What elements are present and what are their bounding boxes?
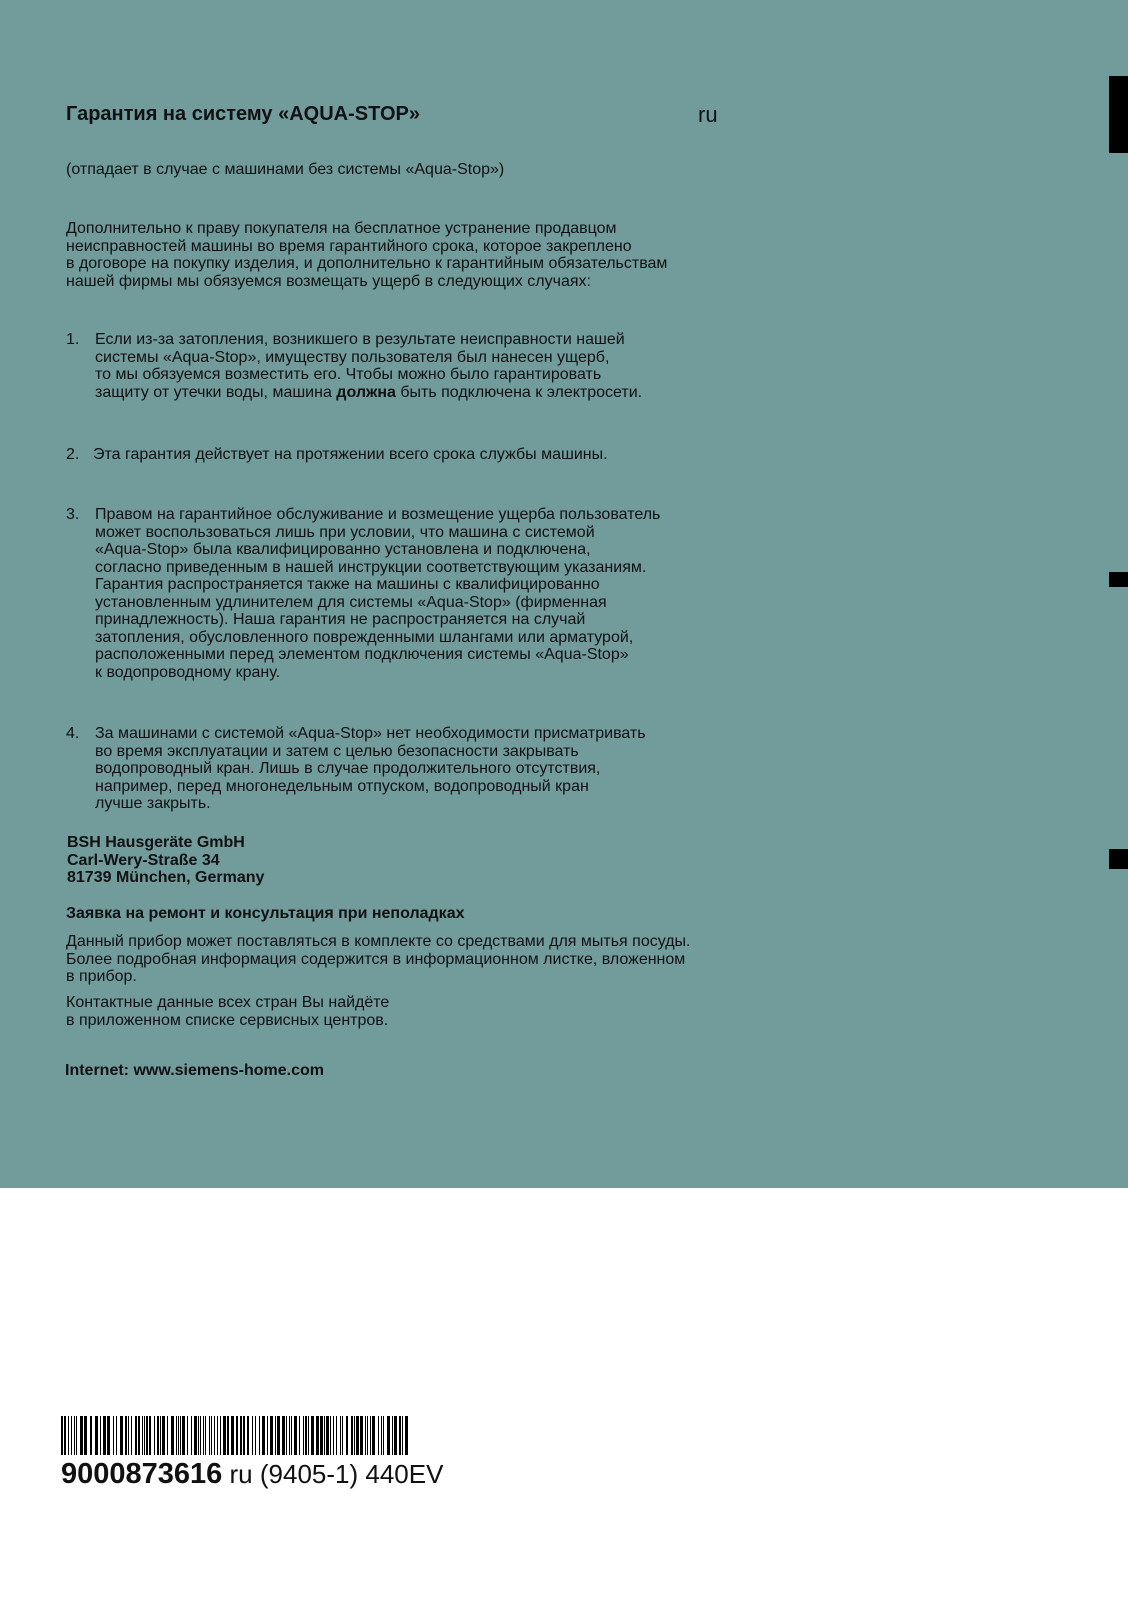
company-city: 81739 München, Germany <box>67 869 265 886</box>
item-number: 4. <box>66 725 80 742</box>
intro-paragraph: Дополнительно к праву покупателя на бесплатное устранение продавцом неисправностей машины во время гарантийного срока, которое закреплено в договоре на покупку изделия, и дополнительно к гарантийным обязательствам нашей фирмы мы обязуемся возмещать ущерб в следующих случаях: <box>66 220 668 290</box>
internet-link[interactable]: Internet: www.siemens-home.com <box>65 1062 325 1079</box>
item-text: Если из-за затопления, возникшего в результате неисправности нашей системы «Aqua-Stop», имуществу пользователя был нанесен ущерб, то мы обязуемся возместить его. Чтобы можно было гарантировать защиту от утечки воды, машина должна быть подключена к электросети. <box>95 331 643 401</box>
service-paragraph-2: Контактные данные всех стран Вы найдёте в приложенном списке сервисных центров. <box>66 994 390 1029</box>
company-address <box>67 834 264 887</box>
item-number: 1. <box>66 331 80 348</box>
warranty-item-2 <box>66 446 806 464</box>
item-number: 2. <box>66 446 80 463</box>
document-code <box>61 1458 443 1491</box>
warranty-item-3 <box>66 506 806 681</box>
document-code-number: 9000873616 <box>61 1458 223 1490</box>
service-heading: Заявка на ремонт и консультация при неполадках <box>66 905 465 922</box>
company-street: Carl-Wery-Straße 34 <box>67 851 220 869</box>
item-text: Эта гарантия действует на протяжении всего срока службы машины. <box>93 446 608 463</box>
document-code-suffix: ru (9405-1) 440EV <box>222 1459 444 1489</box>
section-tab-marker-top <box>1109 76 1128 153</box>
emphasis-text: должна <box>336 383 396 401</box>
intro-note: (отпадает в случае с машинами без системы «Aqua-Stop») <box>66 161 505 178</box>
section-tab-marker-lower <box>1109 849 1128 869</box>
page-title: Гарантия на систему «AQUA-STOP» <box>66 103 420 125</box>
language-code: ru <box>698 102 718 127</box>
item-number: 3. <box>66 506 80 523</box>
item-text: За машинами с системой «Aqua-Stop» нет необходимости присматривать во время эксплуатации и затем с целью безопасности закрывать водопроводный кран. Лишь в случае продолжительного отсутствия, например, перед многонедельным отпуском, водопроводный кран лучше закрыть. <box>95 725 646 812</box>
service-paragraph-1: Данный прибор может поставляться в комплекте со средствами для мытья посуды. Более подробная информация содержится в информационном листке, вложенном в прибор. <box>66 933 691 985</box>
warranty-item-4 <box>66 725 806 813</box>
barcode-icon <box>61 1416 409 1455</box>
warranty-item-1 <box>66 331 806 401</box>
section-tab-marker-middle <box>1109 572 1128 587</box>
company-name: BSH Hausgeräte GmbH <box>67 834 245 851</box>
item-text: Правом на гарантийное обслуживание и возмещение ущерба пользователь может воспользоваться лишь при условии, что машина с системой «Aqua-Stop» была квалифицированно установлена и подключена, согласно приведенным в нашей инструкции соответствующим указаниям. Гарантия распространяется также на машины с квалифицированно установленным удлинителем для системы «Aqua-Stop» (фирменная принадлежность). Наша гарантия не распространяется на случай затопления, обусловленного поврежденными шлангами или арматурой, расположенными перед элементом подключения системы «Aqua-Stop» к водопроводному крану. <box>95 506 661 681</box>
